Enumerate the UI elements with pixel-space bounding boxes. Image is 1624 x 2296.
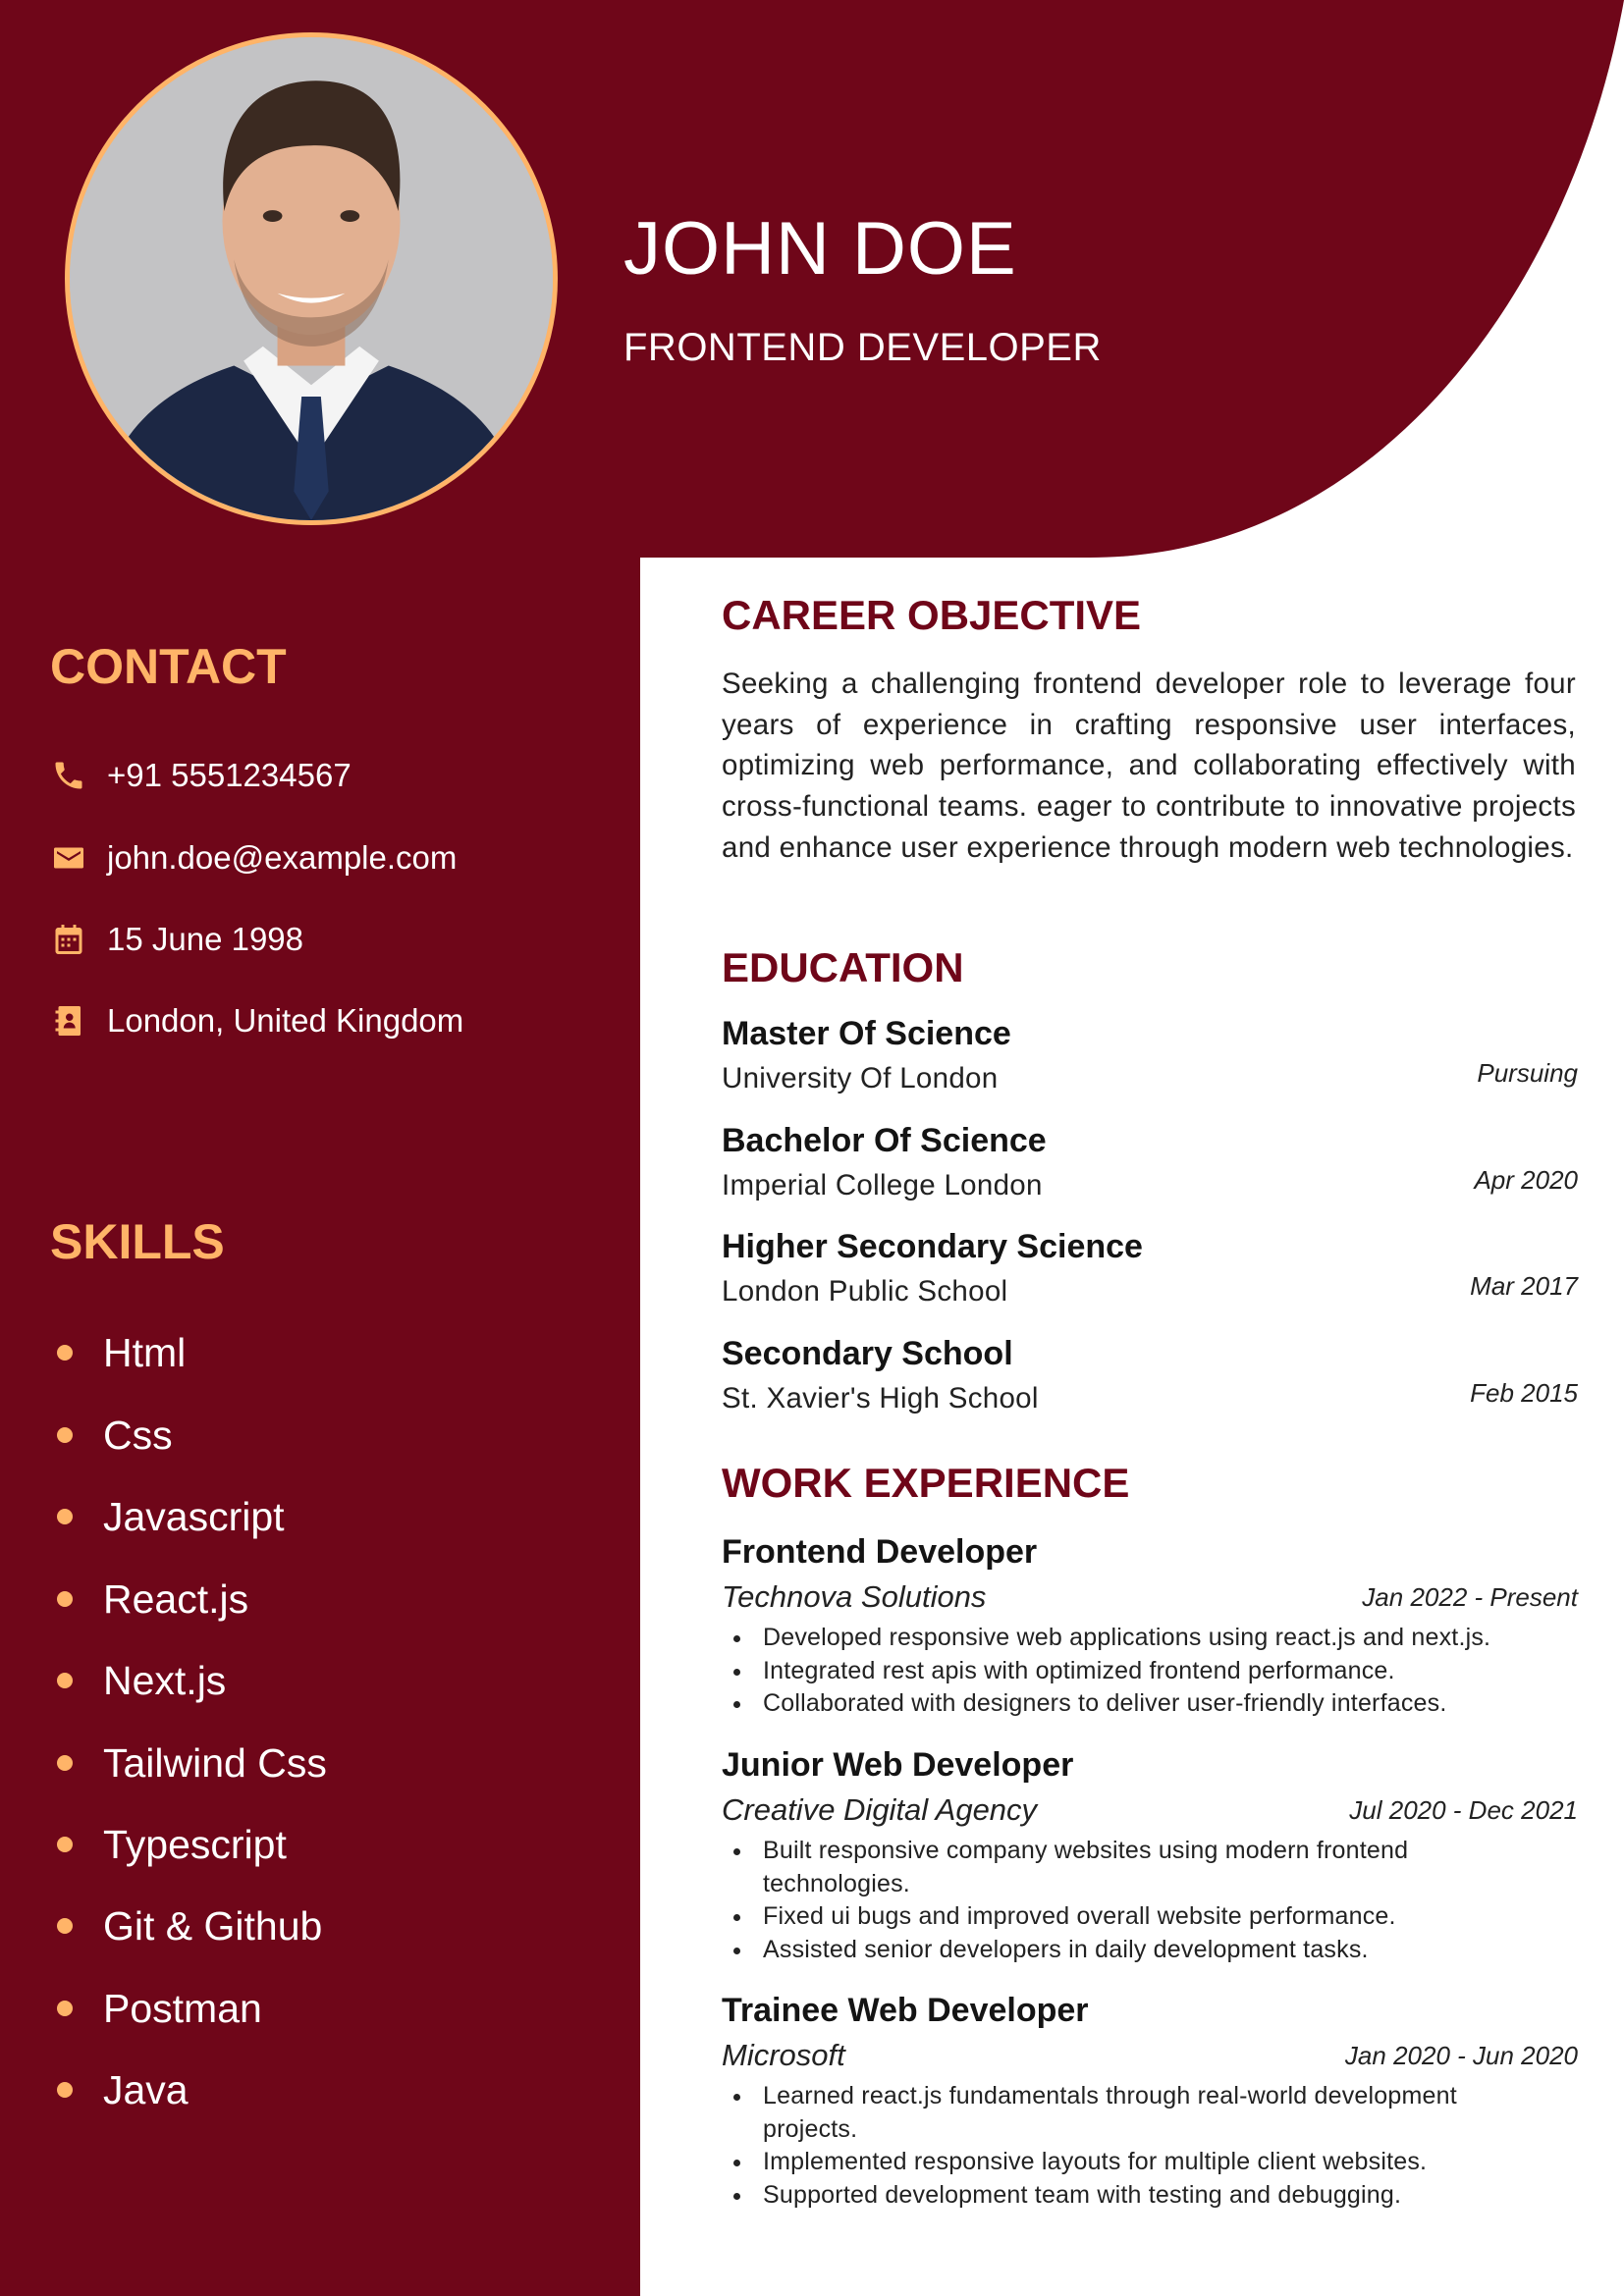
education-entry — [722, 1122, 1578, 1220]
list-item: Collaborated with designers to deliver user-friendly interfaces. — [722, 1687, 1537, 1721]
skill-label: Javascript — [103, 1493, 285, 1539]
email-icon — [50, 839, 87, 877]
job-company: Technova Solutions — [722, 1579, 987, 1614]
job-responsibilities — [722, 2080, 1578, 2212]
bullet-icon — [57, 1427, 73, 1443]
education-date: Apr 2020 — [1474, 1165, 1578, 1195]
education-degree: Master Of Science — [722, 1015, 1011, 1052]
objective-heading: CAREER OBJECTIVE — [722, 592, 1142, 638]
list-item: Supported development team with testing and debugging. — [722, 2179, 1537, 2213]
list-item: Integrated rest apis with optimized frontend performance. — [722, 1655, 1537, 1688]
education-degree: Bachelor Of Science — [722, 1122, 1047, 1159]
experience-entry — [722, 1988, 1578, 2212]
job-responsibilities — [722, 1622, 1578, 1721]
skill-item — [57, 1817, 287, 1872]
skill-label: React.js — [103, 1575, 249, 1622]
profile-title: FRONTEND DEVELOPER — [623, 326, 1102, 369]
education-date: Pursuing — [1477, 1058, 1578, 1088]
job-dates: Jul 2020 - Dec 2021 — [1349, 1795, 1578, 1825]
bullet-icon — [57, 1509, 73, 1524]
skill-item — [57, 1735, 327, 1790]
experience-heading: WORK EXPERIENCE — [722, 1460, 1130, 1506]
experience-entry — [722, 1529, 1578, 1721]
education-heading: EDUCATION — [722, 944, 964, 990]
contact-location — [50, 997, 463, 1044]
skill-item — [57, 1489, 285, 1544]
skill-label: Next.js — [103, 1657, 227, 1703]
skill-label: Java — [103, 2066, 189, 2112]
skill-item — [57, 1408, 173, 1463]
skills-heading: SKILLS — [50, 1214, 225, 1269]
location-card-icon — [50, 1002, 87, 1040]
skill-label: Git & Github — [103, 1902, 323, 1949]
education-entry — [722, 1015, 1578, 1113]
bullet-icon — [57, 2001, 73, 2016]
education-date: Feb 2015 — [1470, 1378, 1578, 1408]
skill-label: Html — [103, 1329, 187, 1375]
skill-label: Typescript — [103, 1821, 287, 1867]
job-dates: Jan 2020 - Jun 2020 — [1344, 2041, 1578, 2070]
bullet-icon — [57, 1673, 73, 1688]
profile-photo — [65, 32, 558, 525]
education-school: University Of London — [722, 1062, 999, 1095]
education-degree: Secondary School — [722, 1335, 1013, 1372]
contact-location-text: London, United Kingdom — [107, 1002, 464, 1039]
bullet-icon — [57, 1345, 73, 1361]
list-item: Fixed ui bugs and improved overall website performance. — [722, 1900, 1537, 1934]
bullet-icon — [57, 2082, 73, 2098]
education-date: Mar 2017 — [1470, 1271, 1578, 1301]
bullet-icon — [57, 1591, 73, 1607]
bullet-icon — [57, 1918, 73, 1934]
phone-icon — [50, 757, 87, 794]
contact-birthdate — [50, 916, 303, 963]
list-item: Learned react.js fundamentals through real-world development projects. — [722, 2080, 1537, 2146]
bullet-icon — [57, 1755, 73, 1771]
job-company: Creative Digital Agency — [722, 1792, 1038, 1827]
job-company: Microsoft — [722, 2038, 845, 2072]
contact-email-text: john.doe@example.com — [107, 839, 458, 876]
skill-label: Tailwind Css — [103, 1739, 327, 1786]
list-item: Built responsive company websites using modern frontend technologies. — [722, 1835, 1537, 1900]
skill-item — [57, 1572, 248, 1627]
education-school: London Public School — [722, 1275, 1008, 1308]
education-school: Imperial College London — [722, 1169, 1043, 1201]
skill-item — [57, 1653, 226, 1708]
avatar-illustration — [70, 37, 553, 520]
job-responsibilities — [722, 1835, 1578, 1966]
bullet-icon — [57, 1837, 73, 1852]
education-entry — [722, 1228, 1578, 1326]
job-dates: Jan 2022 - Present — [1362, 1582, 1578, 1612]
skill-label: Css — [103, 1412, 173, 1458]
education-entry — [722, 1335, 1578, 1433]
experience-entry — [722, 1742, 1578, 1966]
skill-item — [57, 1325, 186, 1380]
list-item: Developed responsive web applications using react.js and next.js. — [722, 1622, 1537, 1655]
job-title: Junior Web Developer — [722, 1746, 1074, 1784]
skill-item — [57, 2062, 189, 2117]
list-item: Implemented responsive layouts for multiple client websites. — [722, 2146, 1537, 2179]
skill-item — [57, 1898, 322, 1953]
profile-name: JOHN DOE — [623, 207, 1017, 291]
contact-heading: CONTACT — [50, 639, 287, 694]
calendar-icon — [50, 921, 87, 958]
contact-phone — [50, 752, 352, 799]
job-title: Frontend Developer — [722, 1533, 1038, 1571]
objective-text: Seeking a challenging frontend developer role to leverage four years of experience in crafting responsive user interfaces, optimizing web performance, and collaborating effectively with cross-functional teams. eager to contribute to innovative projects and enhance user experience through modern web technologies. — [722, 667, 1576, 864]
contact-phone-text: +91 5551234567 — [107, 757, 352, 793]
contact-birthdate-text: 15 June 1998 — [107, 921, 304, 957]
list-item: Assisted senior developers in daily development tasks. — [722, 1934, 1537, 1967]
contact-email — [50, 834, 457, 881]
education-school: St. Xavier's High School — [722, 1382, 1039, 1415]
education-degree: Higher Secondary Science — [722, 1228, 1143, 1265]
job-title: Trainee Web Developer — [722, 1992, 1089, 2029]
skill-label: Postman — [103, 1985, 262, 2031]
skill-item — [57, 1981, 262, 2036]
